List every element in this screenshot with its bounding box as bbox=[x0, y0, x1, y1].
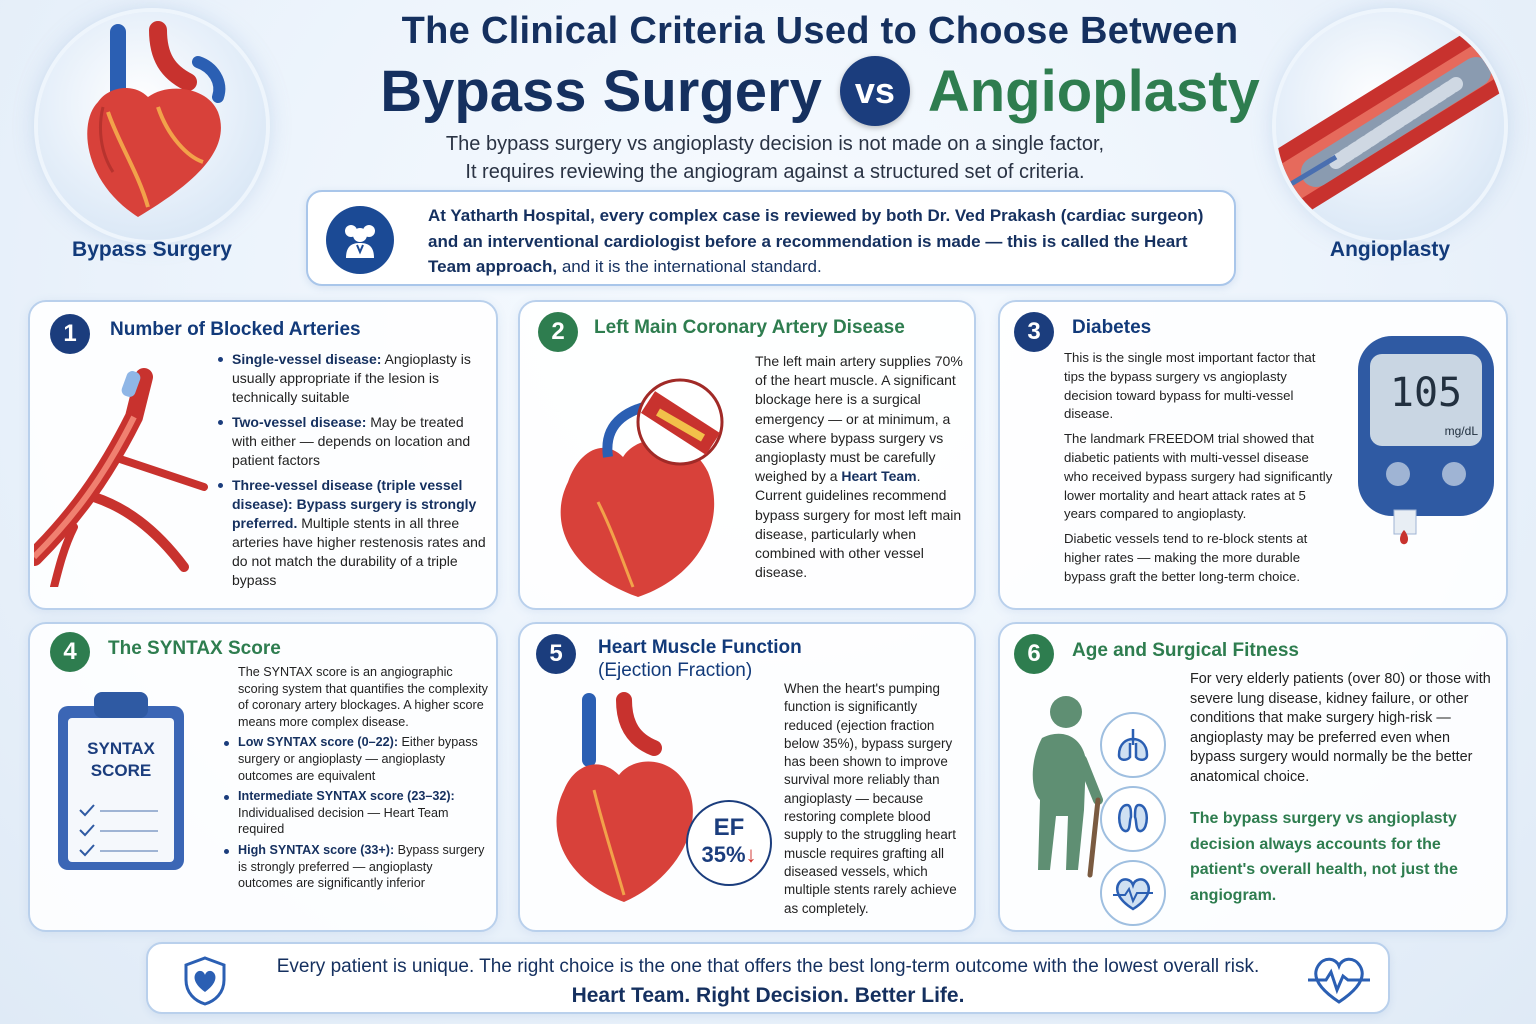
card-title: Left Main Coronary Artery Disease bbox=[594, 317, 905, 338]
heart-team-text-rest: and it is the international standard. bbox=[557, 257, 822, 276]
footer-line-1: Every patient is unique. The right choice is the one that offers the best long-term outcome with the lowest overall risk. bbox=[276, 956, 1260, 977]
clipboard-label: SYNTAX SCORE bbox=[87, 739, 155, 780]
heartbeat-icon bbox=[1308, 952, 1370, 1011]
card-body: For very elderly patients (over 80) or those with severe lung disease, kidney failure, or other conditions that make surgery high-risk — angioplasty may be preferred even when bypass surgery would normally be the better anatomical choice. bbox=[1190, 671, 1491, 785]
artery-illustration bbox=[34, 357, 214, 592]
heart-team-text-bold: At Yatharth Hospital, every complex case is reviewed by both Dr. Ved Prakash (cardiac surgeon) and an interventional cardiologist before a recommendation is made — this is called the Heart Team approach, bbox=[428, 206, 1204, 276]
doctors-icon bbox=[326, 206, 394, 274]
elderly-patient-illustration bbox=[1012, 690, 1108, 885]
bypass-caption: Bypass Surgery bbox=[72, 238, 232, 261]
card-number: 3 bbox=[1014, 312, 1054, 352]
card-ejection-fraction bbox=[518, 622, 976, 932]
ef-badge bbox=[686, 800, 772, 886]
card-title: Age and Surgical Fitness bbox=[1072, 640, 1299, 661]
ef-value: 35%↓ bbox=[701, 842, 757, 867]
kidneys-icon bbox=[1100, 786, 1166, 852]
card-highlight: The bypass surgery vs angioplasty decision always accounts for the patient's overall health, not just the angiogram. bbox=[1190, 810, 1458, 904]
list-item: High SYNTAX score (33+): Bypass surgery is strongly preferred — angioplasty outcomes are significantly inferior bbox=[222, 842, 490, 892]
card-syntax-score bbox=[28, 622, 498, 932]
footer-banner bbox=[146, 942, 1390, 1014]
ef-label: EF bbox=[713, 814, 745, 841]
card-body: The SYNTAX score is an angiographic scoring system that quantifies the complexity of coronary artery blockages. A higher score means more complex disease. Low SYNTAX score (0–22): Either bypass surgery or angioplasty — angioplasty outcomes are equivalent Intermediate SYNTAX score (23–32): Individualised decision — Heart Team required High SYNTAX score (33+): Bypass surgery is strongly preferred — angioplasty outcomes are significantly inferior bbox=[222, 664, 490, 896]
list-item: Three-vessel disease (triple vessel disease): Bypass surgery is strongly preferred. Multiple stents in all three arteries have higher restenosis rates and do not match the durability of a triple bypass bbox=[216, 476, 488, 590]
title-bypass: Bypass Surgery bbox=[380, 58, 822, 124]
shield-heart-icon bbox=[182, 956, 228, 1011]
meter-reading: 105 bbox=[1389, 370, 1463, 416]
angioplasty-caption: Angioplasty bbox=[1329, 238, 1451, 261]
card-number: 5 bbox=[536, 634, 576, 674]
bypass-heart-illustration bbox=[38, 12, 266, 240]
card-title: Number of Blocked Arteries bbox=[110, 319, 361, 340]
card-subtitle: (Ejection Fraction) bbox=[598, 660, 753, 681]
card-age-fitness bbox=[998, 622, 1508, 932]
main-title bbox=[300, 56, 1340, 126]
glucose-meter-illustration bbox=[1350, 334, 1500, 559]
subtitle-line-1: The bypass surgery vs angioplasty decision is not made on a single factor, bbox=[445, 133, 1105, 155]
card-number: 6 bbox=[1014, 634, 1054, 674]
lungs-icon bbox=[1100, 712, 1166, 778]
vs-badge: vs bbox=[840, 56, 910, 126]
footer-tagline: Heart Team. Right Decision. Better Life. bbox=[571, 984, 965, 1007]
card-number: 4 bbox=[50, 632, 90, 672]
card-body: The left main artery supplies 70% of the heart muscle. A significant blockage here is a surgical emergency — or at minimum, a case where bypass surgery vs angioplasty must be carefully weighed by a Heart Team. Current guidelines recommend bypass surgery for most left main disease, particularly when combined with other vessel disease. bbox=[755, 353, 963, 581]
heart-blockage-illustration bbox=[528, 362, 748, 607]
list-item: Intermediate SYNTAX score (23–32): Individualised decision — Heart Team required bbox=[222, 788, 490, 838]
list-item: Low SYNTAX score (0–22): Either bypass surgery or angioplasty — angioplasty outcomes are equivalent bbox=[222, 734, 490, 784]
card-number: 2 bbox=[538, 312, 578, 352]
heart-team-text bbox=[428, 203, 1218, 280]
card-title: Diabetes bbox=[1072, 317, 1152, 338]
card-body bbox=[216, 350, 488, 596]
down-arrow-icon: ↓ bbox=[745, 842, 757, 867]
card-title: Heart Muscle Function bbox=[598, 637, 802, 658]
syntax-clipboard-illustration bbox=[54, 684, 189, 879]
heart-icon bbox=[1100, 860, 1166, 926]
subtitle bbox=[330, 130, 1220, 186]
card-number: 1 bbox=[50, 314, 90, 354]
card-blocked-arteries bbox=[28, 300, 498, 610]
card-title: The SYNTAX Score bbox=[108, 638, 281, 659]
title-line-1: The Clinical Criteria Used to Choose Between bbox=[401, 10, 1239, 52]
list-item: Single-vessel disease: Angioplasty is usually appropriate if the lesion is technically suitable bbox=[216, 350, 488, 407]
meter-unit: mg/dL bbox=[1444, 424, 1478, 438]
card-left-main bbox=[518, 300, 976, 610]
list-item: Two-vessel disease: May be treated with either — depends on location and patient factors bbox=[216, 413, 488, 470]
heart-illustration bbox=[534, 690, 704, 915]
subtitle-line-2: It requires reviewing the angiogram against a structured set of criteria. bbox=[465, 161, 1085, 183]
title-angioplasty: Angioplasty bbox=[927, 58, 1260, 124]
heart-team-box bbox=[306, 190, 1236, 286]
card-body: This is the single most important factor that tips the bypass surgery vs angioplasty decision toward bypass for multi-vessel disease. The landmark FREEDOM trial showed that diabetic patients with multi-vessel disease who received bypass surgery had significantly lower mortality and heart attack rates at 5 years compared to angioplasty. Diabetic vessels tend to re-block stents at higher rates — making the more durable bypass graft the better long-term choice. bbox=[1064, 350, 1333, 584]
card-body: When the heart's pumping function is significantly reduced (ejection fraction below 35%), bypass surgery has been shown to improve survival more reliably than angioplasty — because restoring complete blood supply to the struggling heart muscle requires grafting all diseased vessels, which multiple stents rarely achieve as completely. bbox=[784, 681, 957, 916]
card-diabetes bbox=[998, 300, 1508, 610]
